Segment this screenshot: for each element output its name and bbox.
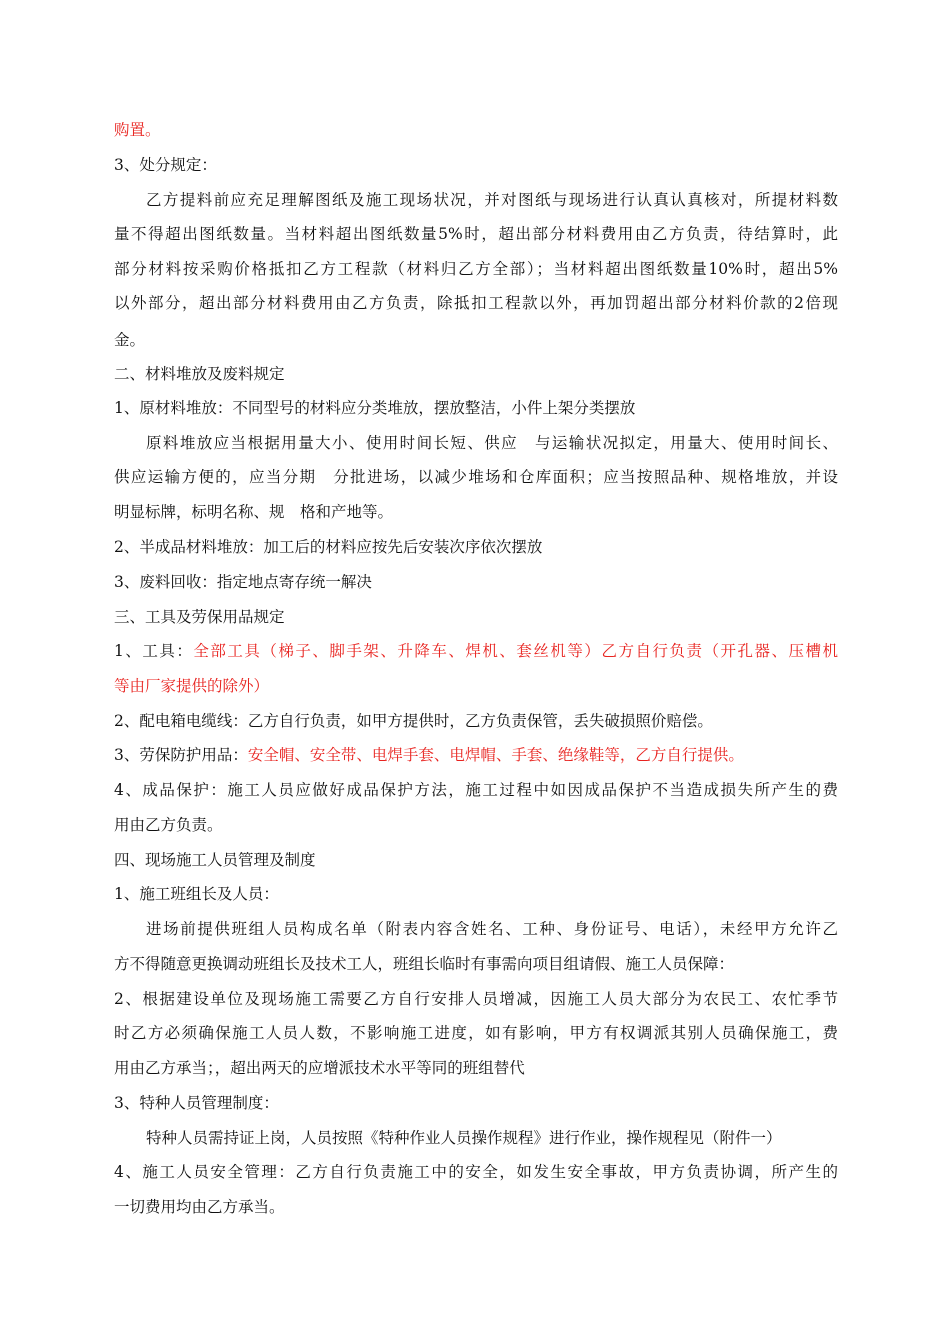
text-line <box>114 259 838 279</box>
text-line <box>114 989 838 1009</box>
text-segment: 方不得随意更换调动班组长及技术工人，班组长临时有事需向项目组请假、施工人员保障： <box>114 955 735 973</box>
text-line <box>114 954 838 974</box>
text-line <box>114 745 838 765</box>
text-segment: 四、现场施工人员管理及制度 <box>114 851 316 869</box>
text-line <box>114 155 838 175</box>
text-segment: 进场前提供班组人员构成名单（附表内容含姓名、工种、身份证号、电话），未经甲方允许乙 <box>146 920 838 938</box>
text-segment: 2、根据建设单位及现场施工需要乙方自行安排人员增减，因施工人员大部分为农民工、农忙季节 <box>114 990 838 1008</box>
text-line <box>114 572 838 592</box>
text-line <box>114 815 838 835</box>
text-segment: 乙方提料前应充足理解图纸及施工现场状况，并对图纸与现场进行认真认真核对，所提材料数 <box>146 191 838 209</box>
text-line <box>114 537 838 557</box>
text-segment: 2、配电箱电缆线：乙方自行负责，如甲方提供时，乙方负责保管，丢失破损照价赔偿。 <box>114 712 713 730</box>
text-line <box>114 641 838 661</box>
text-segment: 明显标牌，标明名称、规 格和产地等。 <box>114 503 394 521</box>
text-segment: 一切费用均由乙方承当。 <box>114 1198 285 1216</box>
text-line <box>146 1128 838 1148</box>
text-segment: 量不得超出图纸数量。当材料超出图纸数量5%时，超出部分材料费用由乙方负责，待结算时，此 <box>114 225 838 243</box>
text-segment: 2、半成品材料堆放：加工后的材料应按先后安装次序依次摆放 <box>114 538 543 556</box>
text-segment: 二、材料堆放及废料规定 <box>114 365 285 383</box>
text-line <box>146 433 838 453</box>
text-segment: 1、原材料堆放：不同型号的材料应分类堆放，摆放整洁，小件上架分类摆放 <box>114 399 636 417</box>
highlighted-text: 等由厂家提供的除外） <box>114 677 270 695</box>
text-segment: 4、施工人员安全管理：乙方自行负责施工中的安全，如发生安全事故，甲方负责协调，所产生的 <box>114 1163 838 1181</box>
text-segment: 1、施工班组长及人员： <box>114 885 279 903</box>
text-segment: 三、工具及劳保用品规定 <box>114 608 285 626</box>
text-line <box>114 1197 838 1217</box>
text-segment: 时乙方必须确保施工人员人数，不影响施工进度，如有影响，甲方有权调派其别人员确保施工，费 <box>114 1024 838 1042</box>
text-line <box>114 1162 838 1182</box>
text-segment: 部分材料按采购价格抵扣乙方工程款（材料归乙方全部）；当材料超出图纸数量10%时，超出5% <box>114 260 838 278</box>
text-line <box>114 780 838 800</box>
text-line <box>114 120 838 140</box>
text-line <box>114 330 838 350</box>
text-line <box>114 884 838 904</box>
text-segment: 特种人员需持证上岗，人员按照《特种作业人员操作规程》进行作业，操作规程见（附件一） <box>146 1129 782 1147</box>
text-line <box>114 467 838 487</box>
text-segment: 以外部分，超出部分材料费用由乙方负责，除抵扣工程款以外，再加罚超出部分材料价款的2倍现 <box>114 294 838 312</box>
highlighted-text: 全部工具（梯子、脚手架、升降车、焊机、套丝机等）乙方自行负责（开孔器、压槽机 <box>193 642 838 660</box>
text-line <box>114 224 838 244</box>
text-segment: 金。 <box>114 331 146 349</box>
text-line <box>146 190 838 210</box>
text-line <box>146 919 838 939</box>
text-segment: 供应运输方便的，应当分期 分批进场，以减少堆场和仓库面积；应当按照品种、规格堆放，并设 <box>114 468 838 486</box>
text-segment: 3、处分规定： <box>114 156 217 174</box>
text-line <box>114 398 838 418</box>
text-line <box>114 502 838 522</box>
text-line <box>114 850 838 870</box>
text-segment: 用由乙方承当；，超出两天的应增派技术水平等同的班组替代 <box>114 1059 525 1077</box>
text-line <box>114 364 838 384</box>
text-segment: 4、成品保护：施工人员应做好成品保护方法，施工过程中如因成品保护不当造成损失所产生的费 <box>114 781 838 799</box>
text-segment: 3、劳保防护用品： <box>114 746 248 764</box>
text-line <box>114 676 838 696</box>
text-segment: 3、特种人员管理制度： <box>114 1094 279 1112</box>
text-segment: 3、废料回收：指定地点寄存统一解决 <box>114 573 372 591</box>
highlighted-text: 购置。 <box>114 121 161 139</box>
text-line <box>114 711 838 731</box>
text-segment: 用由乙方负责。 <box>114 816 223 834</box>
text-line <box>114 1023 838 1043</box>
text-line <box>114 293 838 313</box>
text-segment: 原料堆放应当根据用量大小、使用时间长短、供应 与运输状况拟定，用量大、使用时间长、 <box>146 434 838 452</box>
text-line <box>114 1093 838 1113</box>
text-line <box>114 1058 838 1078</box>
highlighted-text: 安全帽、安全带、电焊手套、电焊帽、手套、绝缘鞋等，乙方自行提供。 <box>247 746 744 764</box>
text-segment: 1、工具： <box>114 642 194 660</box>
text-line <box>114 607 838 627</box>
